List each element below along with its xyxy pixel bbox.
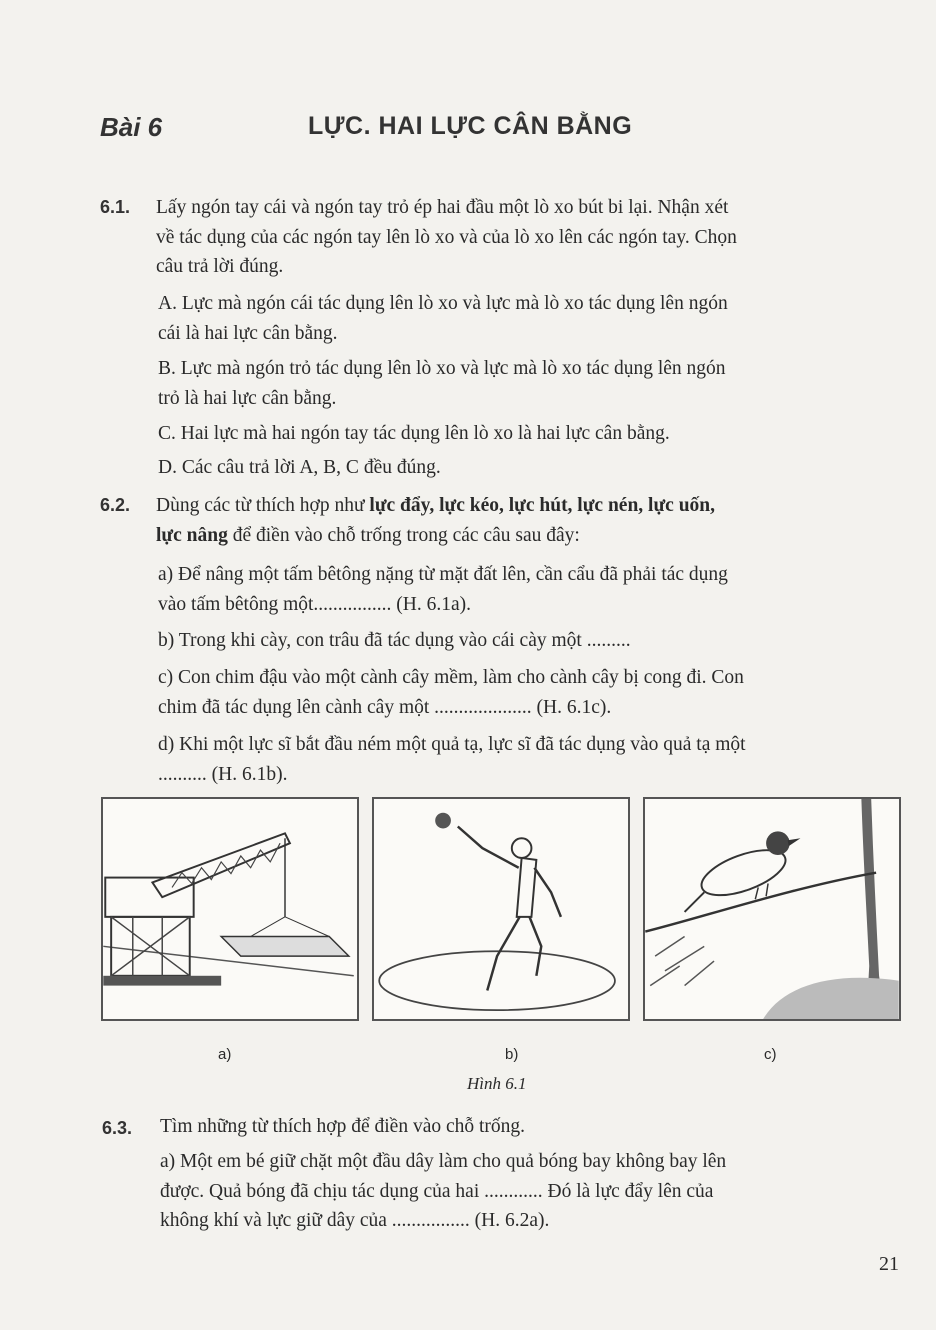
item-b: b) Trong khi cày, con trâu đã tác dụng vào cái cày một ......... (158, 630, 631, 651)
item-a (158, 560, 728, 619)
question-6-2-stem (156, 491, 715, 550)
lesson-title: LỰC. HAI LỰC CÂN BẰNG (308, 112, 633, 140)
figure-label-a: a) (218, 1046, 232, 1063)
text-line: chim đã tác dụng lên cành cây một .................... (H. 6.1c). (158, 696, 612, 718)
stem-text: Dùng các từ thích hợp như (156, 495, 370, 516)
item-a (160, 1147, 726, 1236)
text-line: vào tấm bêtông một................ (H. 6.1a). (158, 593, 472, 615)
text-line: không khí và lực giữ dây của ................ (H. 6.2a). (160, 1210, 550, 1231)
text-line: A. Lực mà ngón cái tác dụng lên lò xo và lực mà lò xo tác dụng lên ngón (158, 293, 728, 314)
text-line: trỏ là hai lực cân bằng. (158, 387, 337, 409)
text-line: về tác dụng của các ngón tay lên lò xo và của lò xo lên các ngón tay. Chọn (156, 226, 737, 248)
figure-shot-putter (372, 797, 630, 1021)
text-line: a) Để nâng một tấm bêtông nặng từ mặt đất lên, cần cẩu đã phải tác dụng (158, 564, 728, 585)
question-number-6-1: 6.1. (100, 197, 131, 217)
text-line: .......... (H. 6.1b). (158, 763, 288, 785)
figure-caption: Hình 6.1 (467, 1074, 527, 1093)
text-line: B. Lực mà ngón trỏ tác dụng lên lò xo và lực mà lò xo tác dụng lên ngón (158, 358, 726, 379)
text-line: d) Khi một lực sĩ bắt đầu ném một quả tạ, lực sĩ đã tác dụng vào quả tạ một (158, 734, 746, 755)
item-d (158, 730, 746, 789)
figure-crane (101, 797, 359, 1021)
option-d: D. Các câu trả lời A, B, C đều đúng. (158, 457, 441, 478)
text-line (156, 521, 715, 551)
stem-keywords: lực đẩy, lực kéo, lực hút, lực nén, lực uốn, (369, 495, 716, 516)
stem-keyword: lực nâng (156, 524, 228, 546)
question-number-6-2: 6.2. (100, 495, 131, 515)
text-line: câu trả lời đúng. (156, 256, 284, 277)
option-b (158, 354, 726, 413)
text-line: được. Quả bóng đã chịu tác dụng của hai ............ Đó là lực đẩy lên của (160, 1180, 714, 1202)
text-line: c) Con chim đậu vào một cành cây mềm, làm cho cành cây bị cong đi. Con (158, 667, 744, 688)
question-number-6-3: 6.3. (102, 1118, 133, 1138)
text-line: Lấy ngón tay cái và ngón tay trỏ ép hai đầu một lò xo bút bi lại. Nhận xét (156, 197, 729, 218)
item-c (158, 663, 744, 722)
stem-text: để điền vào chỗ trống trong các câu sau đây: (227, 524, 580, 546)
figure-label-b: b) (505, 1046, 519, 1063)
question-6-1-stem (156, 193, 906, 282)
figure-bird-on-branch (643, 797, 901, 1021)
text-line (156, 491, 715, 521)
bird-illustration (645, 799, 899, 1019)
lesson-label: Bài 6 (100, 112, 163, 142)
shot-putter-illustration (374, 799, 628, 1019)
page-number: 21 (879, 1253, 899, 1275)
option-a (158, 289, 728, 348)
figure-label-c: c) (764, 1046, 777, 1063)
text-line: cái là hai lực cân bằng. (158, 322, 338, 344)
option-c: C. Hai lực mà hai ngón tay tác dụng lên lò xo là hai lực cân bằng. (158, 423, 670, 444)
text-line: a) Một em bé giữ chặt một đầu dây làm cho quả bóng bay không bay lên (160, 1151, 727, 1172)
question-6-3-stem: Tìm những từ thích hợp để điền vào chỗ trống. (160, 1116, 526, 1137)
crane-illustration (103, 799, 357, 1019)
